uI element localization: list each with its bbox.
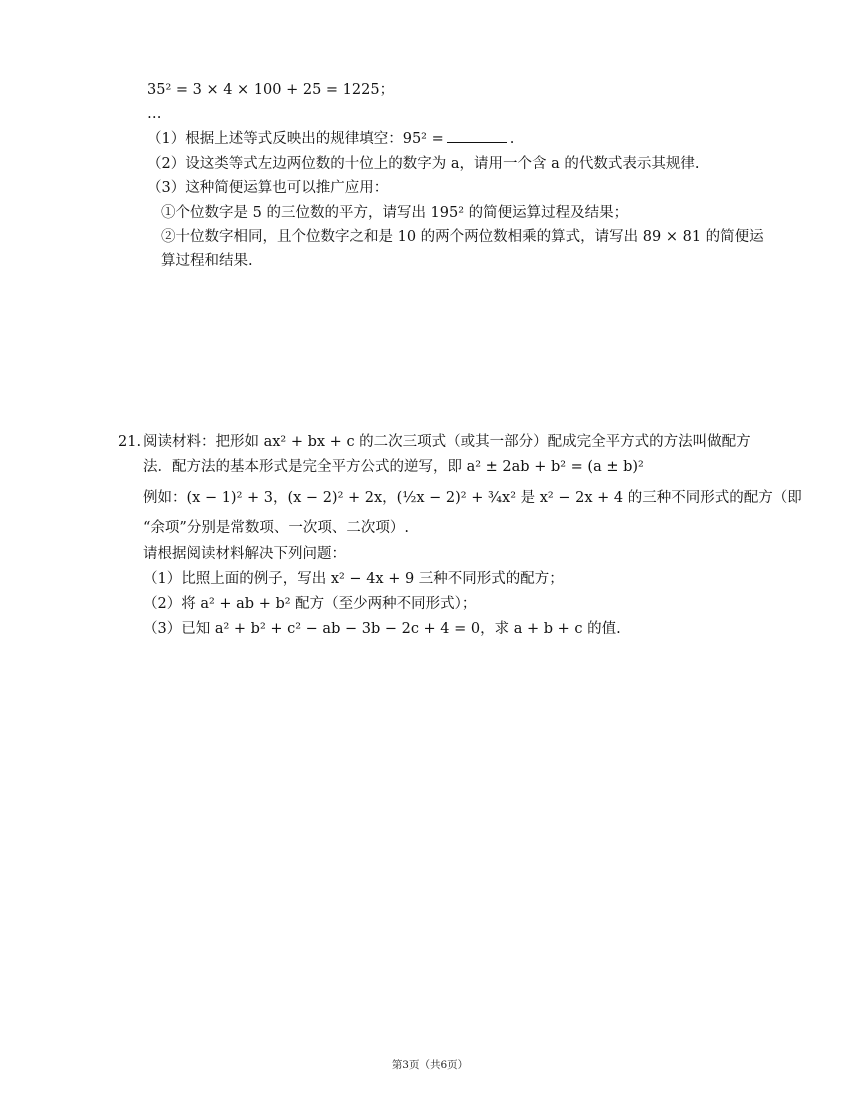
- q21-number: 21.: [118, 434, 142, 450]
- q21-intro-line2: 法．配方法的基本形式是完全平方公式的逆写，即 a² ± 2ab + b² = (a ± b)²: [143, 459, 644, 475]
- q20-part1-text: （1）根据上述等式反映出的规律填空：: [147, 131, 403, 147]
- q20-part3-b-line1: ②十位数字相同，且个位数字之和是 10 的两个两位数相乘的算式，请写出 89 × 81 的简便运: [161, 229, 764, 245]
- q21-prompt: 请根据阅读材料解决下列问题：: [143, 546, 346, 562]
- q21-example-line2: “余项”分别是常数项、一次项、二次项）.: [143, 520, 409, 536]
- q20-part3: （3）这种简便运算也可以推广应用：: [147, 180, 389, 196]
- q21-part2: （2）将 a² + ab + b² 配方（至少两种不同形式）；: [143, 596, 477, 612]
- q20-part1-expr: 95² =: [402, 131, 444, 147]
- q21-example-line1: 例如：(x − 1)² + 3，(x − 2)² + 2x，(½x − 2)² + ¾x² 是 x² − 2x + 4 的三种不同形式的配方（即: [143, 490, 802, 506]
- q21-part3: （3）已知 a² + b² + c² − ab − 3b − 2c + 4 = 0，求 a + b + c 的值.: [143, 621, 621, 637]
- ellipsis: …: [147, 106, 162, 122]
- q20-part2: （2）设这类等式左边两位数的十位上的数字为 a，请用一个含 a 的代数式表示其规律.: [147, 156, 700, 172]
- q21-intro-line1: 阅读材料：把形如 ax² + bx + c 的二次三项式（或其一部分）配成完全平方式的方法叫做配方: [143, 434, 751, 450]
- q20-part3-a: ①个位数字是 5 的三位数的平方，请写出 195² 的简便运算过程及结果；: [161, 205, 629, 221]
- answer-blank: [447, 129, 507, 143]
- q20-part3-b-line2: 算过程和结果.: [161, 253, 253, 269]
- q20-part1-end: .: [509, 131, 515, 147]
- equation-35-squared: 35² = 3 × 4 × 100 + 25 = 1225；: [147, 82, 395, 98]
- page-footer: 第3页（共6页）: [391, 1059, 469, 1071]
- q21-part1: （1）比照上面的例子，写出 x² − 4x + 9 三种不同形式的配方；: [143, 571, 564, 587]
- q20-part1: [147, 129, 514, 149]
